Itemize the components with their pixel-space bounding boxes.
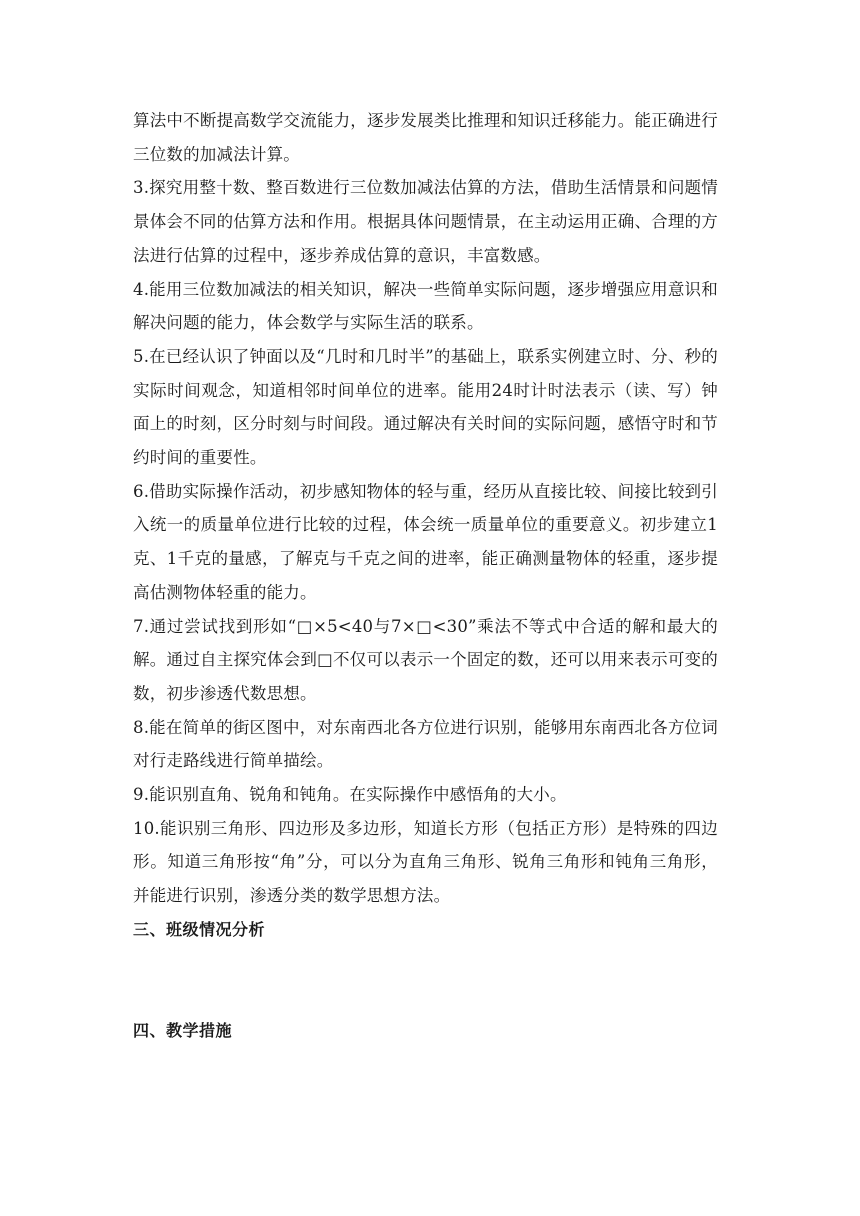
paragraph-item-6: 6.借助实际操作活动，初步感知物体的轻与重，经历从直接比较、间接比较到引入统一的质量单位进行比较的过程，体会统一质量单位的重要意义。初步建立1克、1千克的量感，了解克与千克之间的进率，能正确测量物体的轻重，逐步提高估测物体轻重的能力。 xyxy=(133,481,718,602)
paragraph-continued: 算法中不断提高数学交流能力，逐步发展类比推理和知识迁移能力。能正确进行三位数的加减法计算。 xyxy=(133,111,718,164)
document-body xyxy=(133,104,718,1047)
paragraph-item-10: 10.能识别三角形、四边形及多边形，知道长方形（包括正方形）是特殊的四边形。知道三角形按“角”分，可以分为直角三角形、锐角三角形和钝角三角形，并能进行识别，渗透分类的数学思想方法。 xyxy=(133,818,718,906)
blank-space xyxy=(133,947,718,1014)
section-heading-teaching-measures: 四、教学措施 xyxy=(133,1020,233,1040)
paragraph-item-5: 5.在已经认识了钟面以及“几时和几时半”的基础上，联系实例建立时、分、秒的实际时间观念，知道相邻时间单位的进率。能用24时计时法表示（读、写）钟面上的时刻，区分时刻与时间段。通过解决有关时间的实际问题，感悟守时和节约时间的重要性。 xyxy=(133,346,718,468)
paragraph-item-9: 9.能识别直角、锐角和钝角。在实际操作中感悟角的大小。 xyxy=(133,785,567,805)
paragraph-item-3: 3.探究用整十数、整百数进行三位数加减法估算的方法，借助生活情景和问题情景体会不同的估算方法和作用。根据具体问题情景，在主动运用正确、合理的方法进行估算的过程中，逐步养成估算的意识，丰富数感。 xyxy=(133,178,718,265)
paragraph-item-7: 7.通过尝试找到形如“□×5<40与7×□<30”乘法不等式中合适的解和最大的解。通过自主探究体会到□不仅可以表示一个固定的数，还可以用来表示可变的数，初步渗透代数思想。 xyxy=(133,616,718,703)
paragraph-item-8: 8.能在简单的街区图中，对东南西北各方位进行识别，能够用东南西北各方位词对行走路线进行简单描绘。 xyxy=(133,717,718,771)
paragraph-item-4: 4.能用三位数加减法的相关知识，解决一些简单实际问题，逐步增强应用意识和解决问题的能力，体会数学与实际生活的联系。 xyxy=(133,279,718,333)
section-heading-class-analysis: 三、班级情况分析 xyxy=(133,919,266,939)
